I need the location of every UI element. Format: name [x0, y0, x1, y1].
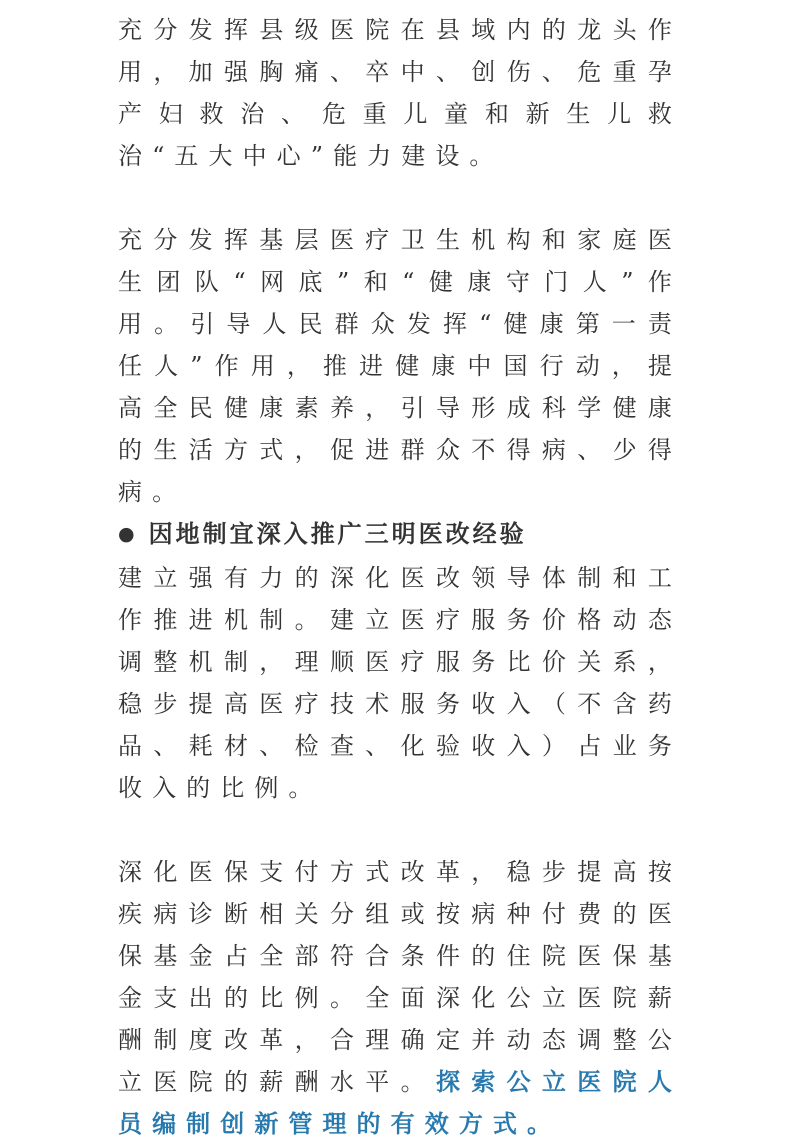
highlighted-sentence: 探索公立医院人员编制创新管理的有效方式。: [118, 1067, 682, 1138]
bullet-icon: ●: [118, 523, 135, 545]
paragraph-primary-care: 充分发挥基层医疗卫生机构和家庭医生团队“网底”和“健康守门人”作用。引导人民群众发挥“健康第一责任人”作用，推进健康中国行动，提高全民健康素养，引导形成科学健康的生活方式，促进群众不得病、少得病。: [118, 226, 682, 506]
section-heading-label: 因地制宜深入推广三明医改经验: [148, 519, 527, 548]
paragraph-medical-insurance: [118, 851, 682, 1145]
paragraph-sanming-reform: 建立强有力的深化医改领导体制和工作推进机制。建立医疗服务价格动态调整机制，理顺医疗服务比价关系，稳步提高医疗技术服务收入（不含药品、耗材、检查、化验收入）占业务收入的比例。: [118, 564, 682, 802]
paragraph-county-hospitals: 充分发挥县级医院在县域内的龙头作用，加强胸痛、卒中、创伤、危重孕产妇救治、危重儿童和新生儿救治“五大中心”能力建设。: [118, 16, 682, 170]
section-heading: [118, 513, 682, 557]
paragraph-medical-insurance-text: 深化医保支付方式改革，稳步提高按疾病诊断相关分组或按病种付费的医保基金占全部符合条件的住院医保基金支出的比例。全面深化公立医院薪酬制度改革，合理确定并动态调整公立医院的薪酬水平。: [118, 858, 682, 1096]
